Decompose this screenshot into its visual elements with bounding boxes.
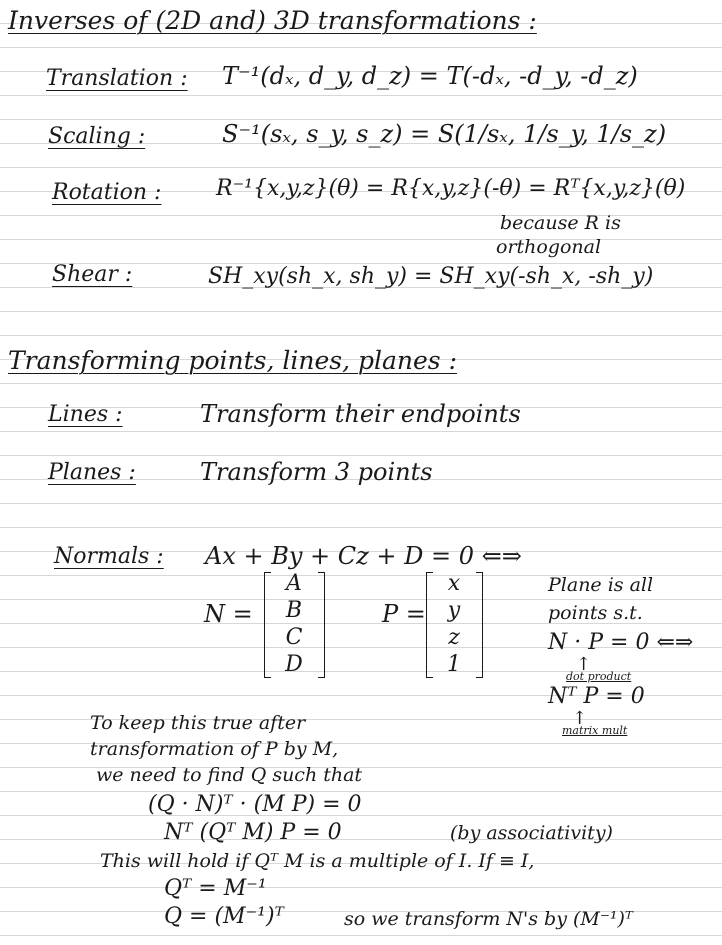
n-entry-a: A — [286, 571, 302, 596]
section-heading-transforming: Transforming points, lines, planes : — [8, 346, 457, 375]
equation-translation: T⁻¹(dₓ, d_y, d_z) = T(-dₓ, -d_y, -d_z) — [222, 62, 638, 90]
label-planes: Planes : — [48, 460, 136, 485]
label-shear: Shear : — [52, 262, 133, 287]
derivation-line-2: transformation of P by M, — [90, 738, 339, 760]
p-entry-y: y — [447, 598, 461, 623]
derivation-eq-4: Q = (M⁻¹)ᵀ — [164, 904, 284, 929]
p-bracket-left — [426, 572, 433, 678]
p-bracket-right — [476, 572, 483, 678]
up-arrow-icon: ↑ — [572, 708, 588, 729]
label-lines: Lines : — [48, 402, 123, 427]
p-entry-x: x — [447, 571, 461, 596]
derivation-line-1: To keep this true after — [90, 712, 306, 734]
planes-text: Transform 3 points — [200, 458, 433, 486]
p-entry-1: 1 — [447, 652, 461, 677]
n-bracket-right — [318, 572, 325, 678]
equation-scaling: S⁻¹(sₓ, s_y, s_z) = S(1/sₓ, 1/s_y, 1/s_z) — [222, 120, 667, 148]
n-entry-d: D — [285, 652, 303, 677]
n-entry-c: C — [285, 625, 303, 650]
n-entry-b: B — [285, 598, 303, 623]
derivation-eq-2: Nᵀ (Qᵀ M) P = 0 — [164, 820, 342, 845]
p-label: P = — [382, 600, 426, 628]
label-translation: Translation : — [46, 66, 188, 91]
n-matrix — [274, 570, 314, 678]
label-scaling: Scaling : — [48, 124, 146, 149]
plane-note-2: points s.t. — [548, 602, 643, 624]
section-heading-inverses: Inverses of (2D and) 3D transformations : — [8, 6, 537, 35]
n-bracket-left — [264, 572, 271, 678]
derivation-line-4: This will hold if Qᵀ M is a multiple of I. If ≡ I, — [100, 850, 535, 872]
rotation-note-orthogonal: orthogonal — [496, 236, 602, 258]
normals-equation: Ax + By + Cz + D = 0 ⇐⇒ — [205, 542, 522, 570]
derivation-line-3: we need to find Q such that — [96, 764, 363, 786]
n-label: N = — [204, 600, 253, 628]
plane-matrix-equation: Nᵀ P = 0 — [548, 684, 645, 709]
label-rotation: Rotation : — [52, 180, 162, 205]
lines-text: Transform their endpoints — [200, 400, 521, 428]
matrix-mult-note: matrix mult — [562, 724, 628, 737]
plane-note-1: Plane is all — [548, 574, 654, 596]
label-normals: Normals : — [54, 544, 164, 569]
rotation-note-because: because R is — [500, 212, 621, 234]
conclusion-text: so we transform N's by (M⁻¹)ᵀ — [344, 908, 633, 930]
associativity-note: (by associativity) — [450, 822, 613, 844]
up-arrow-icon: ↑ — [576, 654, 592, 675]
p-entry-z: z — [448, 625, 460, 650]
derivation-eq-3: Qᵀ = M⁻¹ — [164, 876, 267, 901]
p-matrix — [436, 570, 472, 678]
plane-dot-equation: N · P = 0 ⇐⇒ — [548, 630, 694, 655]
dot-product-note: dot product — [566, 670, 632, 683]
derivation-eq-1: (Q · N)ᵀ · (M P) = 0 — [148, 792, 362, 817]
equation-rotation: R⁻¹{x,y,z}(θ) = R{x,y,z}(-θ) = Rᵀ{x,y,z}(θ) — [216, 176, 686, 201]
equation-shear: SH_xy(sh_x, sh_y) = SH_xy(-sh_x, -sh_y) — [208, 264, 654, 289]
